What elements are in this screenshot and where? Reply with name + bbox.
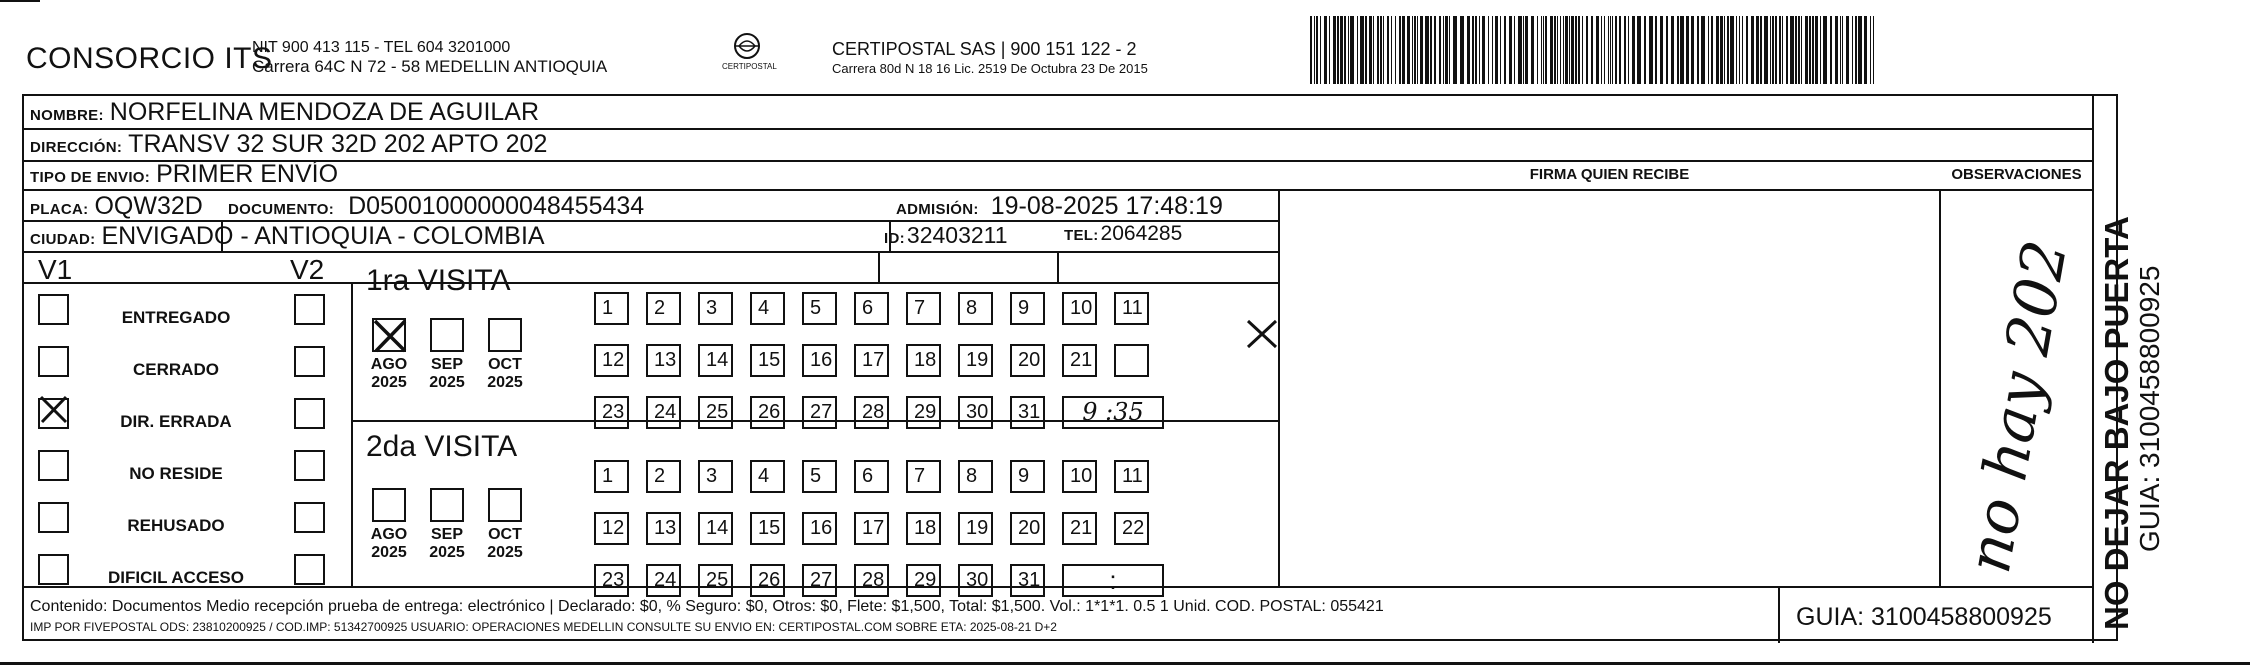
barcode-bar [1475,16,1477,84]
documento-label: DOCUMENTO: [228,201,335,218]
second-visit-day-box[interactable]: 23 [594,564,629,597]
month-name: SEP [430,526,463,543]
first-visit-day-box[interactable]: 30 [958,396,993,429]
nombre-label: NOMBRE: [30,107,104,124]
footer-imp: IMP POR FIVEPOSTAL ODS: 23810200925 / COD.IMP: 51342700925 USUARIO: OPERACIONES MEDELLIN CONSULTE SU ENVIO EN: CERTIPOSTAL.COM SOBRE ETA: 2025-08-21 D+2 [30,620,1057,634]
dir-errada-check-icon [38,394,69,425]
first-visit-day-box[interactable]: 12 [594,344,629,377]
second-visit-day-box[interactable]: 21 [1062,512,1097,545]
barcode-bar [1608,16,1609,84]
barcode-bar [1772,16,1774,84]
barcode-bar [1610,16,1611,84]
side-guia: GUIA: 3100458800925 [2134,265,2165,552]
barcode-bar [1407,16,1410,84]
first-visit-day-box[interactable]: 5 [802,292,837,325]
barcode-bar [1399,16,1401,84]
v2-checkbox[interactable] [294,398,325,429]
barcode-bar [1801,16,1802,84]
first-visit-day-box[interactable]: 21 [1062,344,1097,377]
barcode-bar [1565,16,1568,84]
month-name: OCT [488,356,522,373]
corner-mark [0,0,40,2]
barcode-bar [1324,16,1327,84]
barcode-bar [1596,16,1599,84]
barcode-bar [1764,16,1768,84]
second-visit-day-box[interactable]: 30 [958,564,993,597]
barcode-bar [1395,16,1396,84]
second-visit-day-box[interactable]: 10 [1062,460,1097,493]
month-label [422,526,472,562]
barcode-bar [1391,16,1392,84]
first-visit-day-box[interactable]: 28 [854,396,889,429]
first-visit-day-box[interactable]: 19 [958,344,993,377]
barcode-bar [1578,16,1580,84]
v1-checkbox[interactable] [38,502,69,533]
barcode-bar [1591,16,1593,84]
second-visit-day-box[interactable]: 27 [802,564,837,597]
barcode-bar [1775,16,1777,84]
barcode-bar [1601,16,1602,84]
barcode-bar [1365,16,1367,84]
second-visit-month-checkbox[interactable] [488,488,522,522]
barcode-bar [1500,16,1501,84]
barcode-bar [1523,16,1524,84]
barcode-bar [1541,16,1542,84]
barcode-bar [1453,16,1457,84]
barcode-bar [1820,16,1821,84]
second-visit-day-box[interactable]: 11 [1114,460,1149,493]
first-visit-day-box[interactable]: 1 [594,292,629,325]
day-22-check-icon [1244,317,1280,351]
barcode-bar [1417,16,1418,84]
barcode-bar [1575,16,1577,84]
placa-value: OQW32D [94,192,203,220]
barcode-bar [1727,16,1729,84]
barcode-bar [1333,16,1336,84]
barcode-bar [1369,16,1372,84]
barcode-bar [1414,16,1416,84]
barcode-bar [1449,16,1450,84]
direccion-value: TRANSV 32 SUR 32D 202 APTO 202 [128,130,548,158]
barcode-bar [1666,16,1668,84]
barcode-bar [1443,16,1444,84]
barcode-bar [1467,16,1470,84]
barcode-bar [1344,16,1346,84]
admision-value: 19-08-2025 17:48:19 [990,192,1223,220]
barcode-bar [1716,16,1719,84]
certipostal-address: Carrera 80d N 18 16 Lic. 2519 De Octubra 23 De 2015 [832,61,1148,76]
barcode-bar [1316,16,1318,84]
first-visit-month-check-icon [372,318,408,354]
status-option-label: DIR. ERRADA [120,412,232,431]
second-visit-day-box[interactable]: 5 [802,460,837,493]
barcode-bar [1560,16,1561,84]
barcode-bar [1830,16,1832,84]
barcode-bar [1742,16,1743,84]
second-visit-day-box[interactable]: 25 [698,564,733,597]
barcode-bar [1612,16,1613,84]
barcode-bar [1680,16,1684,84]
barcode-bar [1460,16,1464,84]
first-visit-day-box[interactable]: 10 [1062,292,1097,325]
tel-label: TEL: [1064,227,1099,244]
month-label [364,526,414,562]
second-visit-day-box[interactable]: 16 [802,512,837,545]
barcode-bar [1320,16,1321,84]
id-label: ID: [884,230,905,247]
shipping-form [22,94,2118,641]
barcode-bar [1518,16,1522,84]
month-year: 2025 [429,374,465,391]
direccion-label: DIRECCIÓN: [30,139,123,156]
first-visit-day-box[interactable]: 14 [698,344,733,377]
barcode [1310,16,1880,84]
second-visit-day-box[interactable]: 8 [958,460,993,493]
second-visit-day-box[interactable]: 31 [1010,564,1045,597]
barcode-bar [1434,16,1436,84]
barcode-bar [1360,16,1364,84]
barcode-bar [1373,16,1374,84]
barcode-bar [1852,16,1853,84]
id-value: 32403211 [906,222,1008,248]
company-name: CONSORCIO ITS [26,42,273,75]
barcode-bar [1412,16,1413,84]
barcode-bar [1383,16,1384,84]
barcode-bar [1805,16,1808,84]
admision-label: ADMISIÓN: [896,201,979,218]
month-name: AGO [370,356,408,373]
barcode-bar [1430,16,1432,84]
barcode-bar [1514,16,1515,84]
first-visit-day-box[interactable]: 9 [1010,292,1045,325]
month-label [364,356,414,392]
month-year: 2025 [371,374,407,391]
barcode-bar [1310,16,1312,84]
certipostal-line: CERTIPOSTAL SAS | 900 151 122 - 2 [832,39,1137,59]
barcode-bar [1350,16,1354,84]
barcode-bar [1509,16,1512,84]
month-name: OCT [488,526,522,543]
second-visit-day-box[interactable]: 26 [750,564,785,597]
first-visit-day-box[interactable]: 20 [1010,344,1045,377]
barcode-bar [1479,16,1480,84]
second-visit-day-box[interactable]: 13 [646,512,681,545]
barcode-bar [1858,16,1862,84]
barcode-bar [1660,16,1663,84]
v1-checkbox[interactable] [38,346,69,377]
month-year: 2025 [487,544,523,561]
first-visit-day-box[interactable]: 18 [906,344,941,377]
month-label [480,526,530,562]
second-visit-day-box[interactable]: 28 [854,564,889,597]
barcode-bar [1357,16,1358,84]
second-visit-day-box[interactable]: 3 [698,460,733,493]
barcode-bar [1492,16,1493,84]
barcode-bar [1402,16,1405,84]
v2-checkbox[interactable] [294,554,325,585]
barcode-bar [1632,16,1635,84]
second-visit-day-box[interactable]: 29 [906,564,941,597]
barcode-bar [1691,16,1694,84]
barcode-bar [1445,16,1448,84]
second-visit-day-box[interactable]: 19 [958,512,993,545]
barcode-bar [1782,16,1783,84]
first-visit-day-box[interactable]: 16 [802,344,837,377]
first-visit-day-box[interactable]: 15 [750,344,785,377]
second-visit-time-box[interactable]: : [1062,564,1164,597]
certipostal-info [832,40,1148,78]
v2-checkbox[interactable] [294,294,325,325]
barcode-bar [1563,16,1564,84]
v1-header: V1 [38,254,73,285]
barcode-bar [1569,16,1570,84]
barcode-bar [1545,16,1547,84]
barcode-bar [1842,16,1843,84]
side-instruction: NO DEJAR BAJO PUERTA [2098,216,2135,630]
barcode-bar [1795,16,1797,84]
footer-guia: GUIA: 3100458800925 [1796,603,2052,631]
barcode-bar [1439,16,1441,84]
barcode-bar [1482,16,1485,84]
month-year: 2025 [487,374,523,391]
month-year: 2025 [429,544,465,561]
placa-label: PLACA: [30,201,89,218]
second-visit-day-box[interactable]: 15 [750,512,785,545]
month-name: SEP [430,356,463,373]
month-label [480,356,530,392]
barcode-bar [1571,16,1574,84]
barcode-bar [1420,16,1423,84]
barcode-bar [1380,16,1382,84]
second-visit-day-box[interactable]: 14 [698,512,733,545]
observaciones-header: OBSERVACIONES [1951,166,2082,183]
first-visit-title: 1ra VISITA [366,264,511,297]
barcode-bar [1649,16,1653,84]
barcode-bar [1823,16,1827,84]
barcode-bar [1809,16,1811,84]
first-visit-day-box[interactable]: 11 [1114,292,1149,325]
nombre-value: NORFELINA MENDOZA DE AGUILAR [109,98,540,126]
first-visit-day-box[interactable]: 17 [854,344,889,377]
first-visit-day-box[interactable]: 3 [698,292,733,325]
second-visit-title: 2da VISITA [366,430,518,463]
barcode-bar [1525,16,1528,84]
second-visit-day-box[interactable]: 6 [854,460,889,493]
barcode-bar [1779,16,1781,84]
status-option-label: NO RESIDE [129,464,223,483]
first-visit-day-box[interactable]: 25 [698,396,733,429]
barcode-bar [1554,16,1556,84]
barcode-bar [1488,16,1489,84]
first-visit-day-box[interactable]: 29 [906,396,941,429]
first-visit-day-box[interactable]: 4 [750,292,785,325]
documento-value: D05001000000048455434 [348,192,645,220]
ciudad-value: ENVIGADO - ANTIOQUIA - COLOMBIA [101,222,545,250]
barcode-bar [1708,16,1709,84]
first-visit-time-box[interactable]: 9 :35 [1062,396,1164,429]
barcode-bar [1586,16,1588,84]
status-option-label: REHUSADO [127,516,225,535]
observacion-handwritten: no hay 202 [1954,235,2082,579]
barcode-bar [1739,16,1740,84]
barcode-bar [1504,16,1506,84]
barcode-bar [1686,16,1689,84]
month-label [422,356,472,392]
barcode-bar [1720,16,1723,84]
status-option-label: ENTREGADO [121,308,231,327]
barcode-bar [1760,16,1762,84]
barcode-bar [1557,16,1558,84]
second-visit-month-checkbox[interactable] [430,488,464,522]
second-visit-day-box[interactable]: 9 [1010,460,1045,493]
v2-checkbox[interactable] [294,346,325,377]
barcode-bar [1582,16,1583,84]
first-visit-day-box[interactable]: 6 [854,292,889,325]
barcode-bar [1798,16,1800,84]
barcode-bar [1840,16,1841,84]
footer-content: Contenido: Documentos Medio recepción prueba de entrega: electrónico | Declarado: $0, % Seguro: $0, Otros: $0, Flete: $1,500, Total: $1,500. Vol.: 1*1*1. 0.5 1 Unid. COD. POSTAL: 055421 [30,598,1384,615]
second-visit-month-checkbox[interactable] [372,488,406,522]
v1-checkbox[interactable] [38,294,69,325]
barcode-bar [1655,16,1657,84]
barcode-bar [1671,16,1674,84]
first-visit-day-box[interactable]: 8 [958,292,993,325]
logo-caption: CERTIPOSTAL [722,62,777,71]
second-visit-day-box[interactable]: 12 [594,512,629,545]
barcode-bar [1770,16,1771,84]
second-visit-day-box[interactable]: 18 [906,512,941,545]
barcode-bar [1812,16,1814,84]
company-info [252,38,607,76]
barcode-bar [1724,16,1725,84]
barcode-bar [1425,16,1429,84]
barcode-bar [1340,16,1343,84]
barcode-bar [1387,16,1389,84]
barcode-bar [1314,16,1315,84]
first-visit-day-box[interactable]: 7 [906,292,941,325]
barcode-bar [1870,16,1871,84]
second-visit-day-box[interactable]: 1 [594,460,629,493]
v2-checkbox[interactable] [294,502,325,533]
first-visit-day-box[interactable]: 24 [646,396,681,429]
barcode-bar [1337,16,1339,84]
barcode-bar [1790,16,1794,84]
ciudad-label: CIUDAD: [30,231,96,248]
barcode-bar [1746,16,1748,84]
barcode-bar [1751,16,1754,84]
second-visit-day-box[interactable]: 24 [646,564,681,597]
barcode-bar [1835,16,1838,84]
barcode-bar [1644,16,1646,84]
first-visit-month-checkbox[interactable] [430,318,464,352]
barcode-bar [1756,16,1759,84]
tel-value: 2064285 [1100,222,1183,245]
second-visit-day-box[interactable]: 17 [854,512,889,545]
barcode-bar [1377,16,1379,84]
second-visit-day-box[interactable]: 4 [750,460,785,493]
firma-header: FIRMA QUIEN RECIBE [1529,166,1690,183]
tipo-envio-value: PRIMER ENVÍO [156,160,339,188]
month-year: 2025 [371,544,407,561]
barcode-bar [1736,16,1737,84]
barcode-bar [1637,16,1641,84]
second-visit-day-box[interactable]: 2 [646,460,681,493]
status-option-label: DIFICIL ACCESO [107,568,244,587]
second-visit-day-box[interactable]: 7 [906,460,941,493]
barcode-bar [1730,16,1734,84]
second-visit-day-box[interactable]: 20 [1010,512,1045,545]
barcode-bar [1537,16,1538,84]
barcode-bar [1615,16,1617,84]
tipo-envio-label: TIPO DE ENVIO: [30,169,151,186]
first-visit-day-box[interactable]: 27 [802,396,837,429]
bottom-rule [0,662,2250,665]
first-visit-day-box[interactable]: 31 [1010,396,1045,429]
barcode-bar [1846,16,1849,84]
barcode-bar [1873,16,1874,84]
barcode-bar [1619,16,1621,84]
barcode-bar [1628,16,1629,84]
first-visit-day-box[interactable]: 26 [750,396,785,429]
barcode-bar [1495,16,1498,84]
barcode-bar [1624,16,1626,84]
first-visit-day-box[interactable]: 13 [646,344,681,377]
first-visit-day-box[interactable]: 23 [594,396,629,429]
barcode-bar [1697,16,1699,84]
barcode-bar [1604,16,1605,84]
barcode-bar [1815,16,1818,84]
barcode-bar [1543,16,1544,84]
v2-header: V2 [290,254,325,285]
second-visit-day-box[interactable]: 22 [1114,512,1149,545]
barcode-bar [1472,16,1474,84]
month-name: AGO [370,526,408,543]
barcode-bar [1864,16,1867,84]
first-visit-day-box[interactable]: 2 [646,292,681,325]
barcode-bar [1701,16,1705,84]
barcode-bar [1855,16,1857,84]
barcode-bar [1786,16,1788,84]
v2-checkbox[interactable] [294,450,325,481]
first-visit-month-checkbox[interactable] [488,318,522,352]
barcode-bar [1550,16,1553,84]
barcode-bar [1329,16,1330,84]
barcode-bar [1711,16,1713,84]
barcode-bar [1348,16,1349,84]
barcode-bar [1677,16,1679,84]
status-option-label: CERRADO [133,360,219,379]
barcode-bar [1531,16,1534,84]
address-line: Carrera 64C N 72 - 58 MEDELLIN ANTIOQUIA [252,57,608,76]
first-visit-day-box[interactable] [1114,344,1149,377]
v1-checkbox[interactable] [38,554,69,585]
v1-checkbox[interactable] [38,450,69,481]
nit-line: NIT 900 413 115 - TEL 604 3201000 [252,39,511,56]
